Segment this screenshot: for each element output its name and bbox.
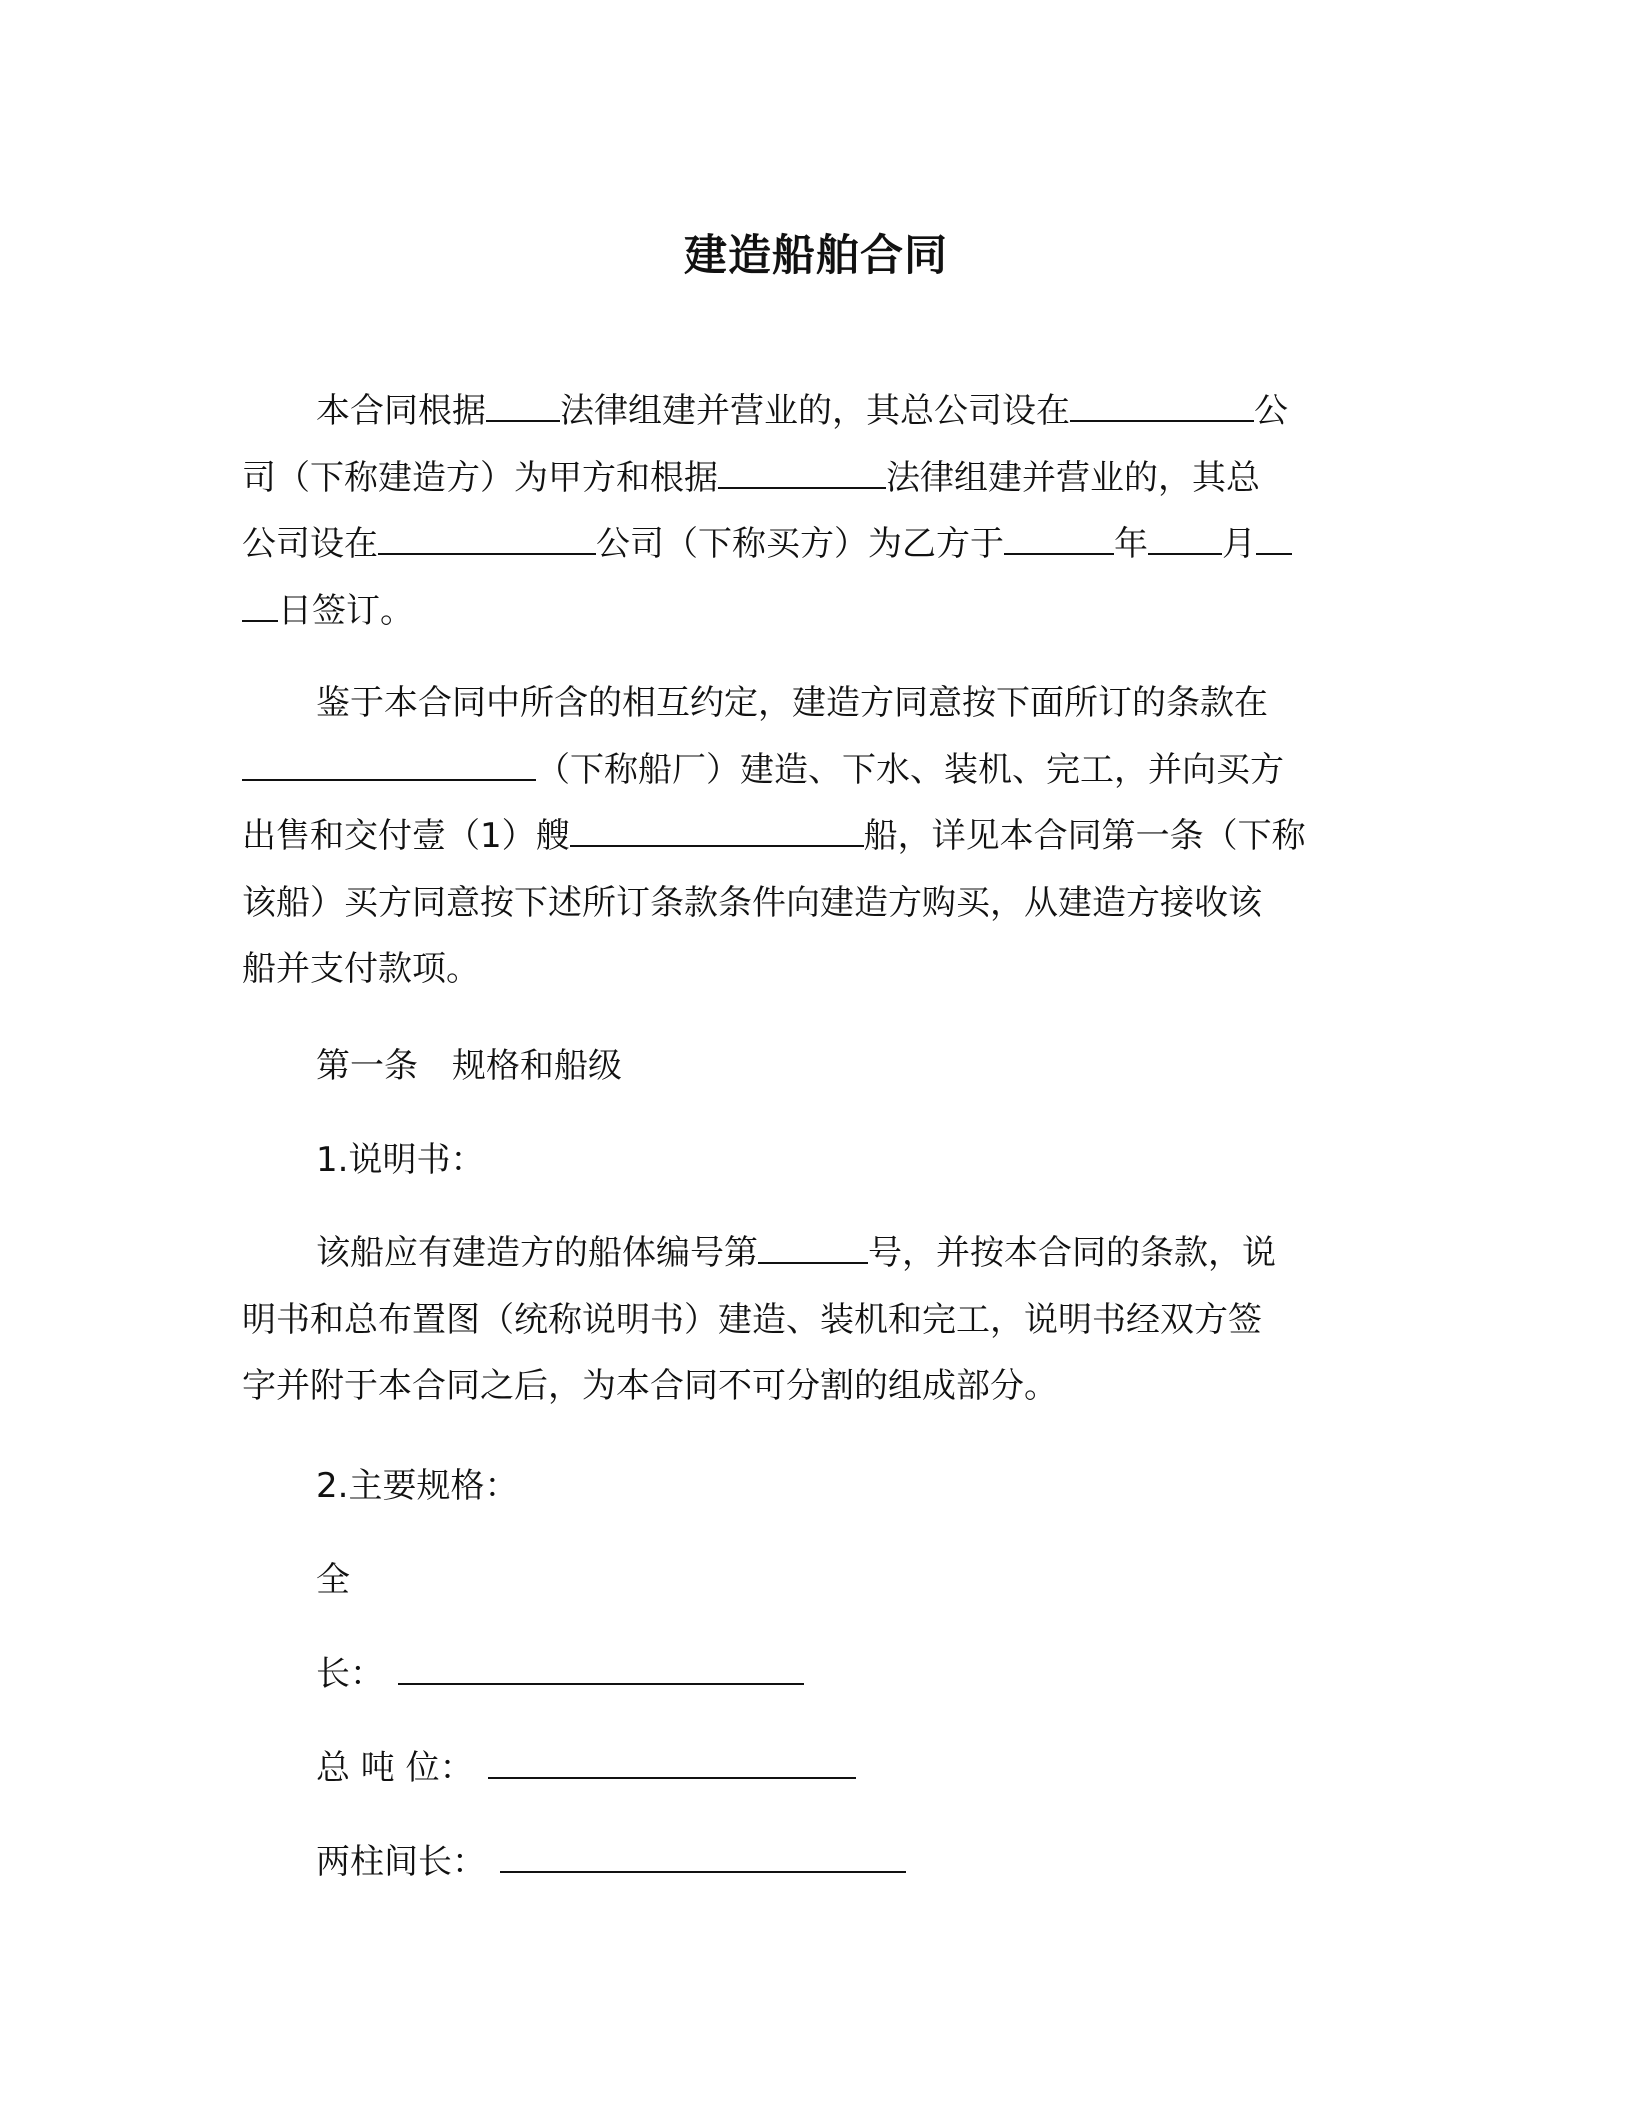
section-heading: 1.说明书：: [316, 1140, 485, 1180]
paragraph-specification: [242, 1220, 1377, 1420]
spec-row-length: [316, 1646, 804, 1695]
spec-label: 全: [316, 1560, 350, 1600]
text-segment: 法律组建并营业的，其总: [886, 457, 1260, 498]
spec-label: 总 吨 位：: [316, 1748, 474, 1788]
text-segment: 司（下称建造方）为甲方和根据: [242, 457, 718, 498]
text-segment: 字并附于本合同之后，为本合同不可分割的组成部分。: [242, 1366, 1058, 1406]
text-segment: 日签订。: [278, 590, 414, 631]
blank-field: [242, 590, 278, 622]
spec-label: 两柱间长：: [316, 1842, 486, 1882]
text-segment: 鉴于本合同中所含的相互约定，建造方同意按下面所订的条款在: [316, 683, 1268, 723]
text-segment: 号，并按本合同的条款，说: [868, 1233, 1276, 1273]
document-title: 建造船舶合同: [684, 231, 948, 281]
text-segment: 本合同根据: [316, 391, 486, 431]
text-segment: （下称船厂）建造、下水、装机、完工，并向买方: [536, 749, 1284, 790]
paragraph-recital: [242, 670, 1377, 1003]
text-segment: 月: [1222, 524, 1256, 564]
blank-field: [1004, 523, 1114, 555]
blank-field: [378, 523, 596, 555]
text-segment: 公司（下称买方）为乙方于: [596, 524, 1004, 564]
blank-field: [398, 1653, 804, 1685]
spec-row-tonnage: [316, 1740, 856, 1789]
text-line: [242, 737, 1377, 804]
text-segment: 船并支付款项。: [242, 949, 480, 989]
text-segment: 出售和交付壹（1）艘: [242, 816, 570, 856]
text-line: [242, 670, 1377, 737]
blank-field: [1070, 390, 1254, 422]
blank-field: [488, 1747, 856, 1779]
text-line: [242, 1287, 1377, 1354]
text-line: [242, 1220, 1377, 1287]
text-line: [242, 511, 1377, 578]
blank-field: [1148, 523, 1222, 555]
article-heading: 第一条 规格和船级: [316, 1046, 622, 1086]
blank-field: [242, 749, 536, 781]
text-line: [242, 803, 1377, 870]
blank-field: [486, 390, 560, 422]
text-segment: 明书和总布置图（统称说明书）建造、装机和完工，说明书经双方签: [242, 1299, 1262, 1340]
text-segment: 该船）买方同意按下述所订条款条件向建造方购买，从建造方接收该: [242, 882, 1262, 923]
spec-row-lbp: [316, 1834, 906, 1883]
text-line: [242, 936, 1377, 1003]
text-segment: 公司设在: [242, 524, 378, 564]
blank-field: [758, 1232, 868, 1264]
blank-field: [570, 815, 864, 847]
blank-field: [718, 457, 886, 489]
text-segment: 公: [1254, 391, 1288, 431]
text-line: [242, 578, 1377, 645]
text-line: [242, 870, 1377, 937]
spec-label: 长：: [316, 1654, 384, 1694]
text-segment: 该船应有建造方的船体编号第: [316, 1233, 758, 1273]
text-line: [242, 1353, 1377, 1420]
text-segment: 船，详见本合同第一条（下称: [863, 816, 1306, 856]
text-line: [242, 378, 1377, 445]
text-segment: 年: [1114, 524, 1148, 564]
text-segment: 法律组建并营业的，其总公司设在: [560, 391, 1070, 431]
blank-field: [1256, 523, 1292, 555]
blank-field: [500, 1841, 906, 1873]
paragraph-parties: [242, 378, 1377, 644]
section-heading: 2.主要规格：: [316, 1466, 519, 1506]
text-line: [242, 445, 1377, 512]
